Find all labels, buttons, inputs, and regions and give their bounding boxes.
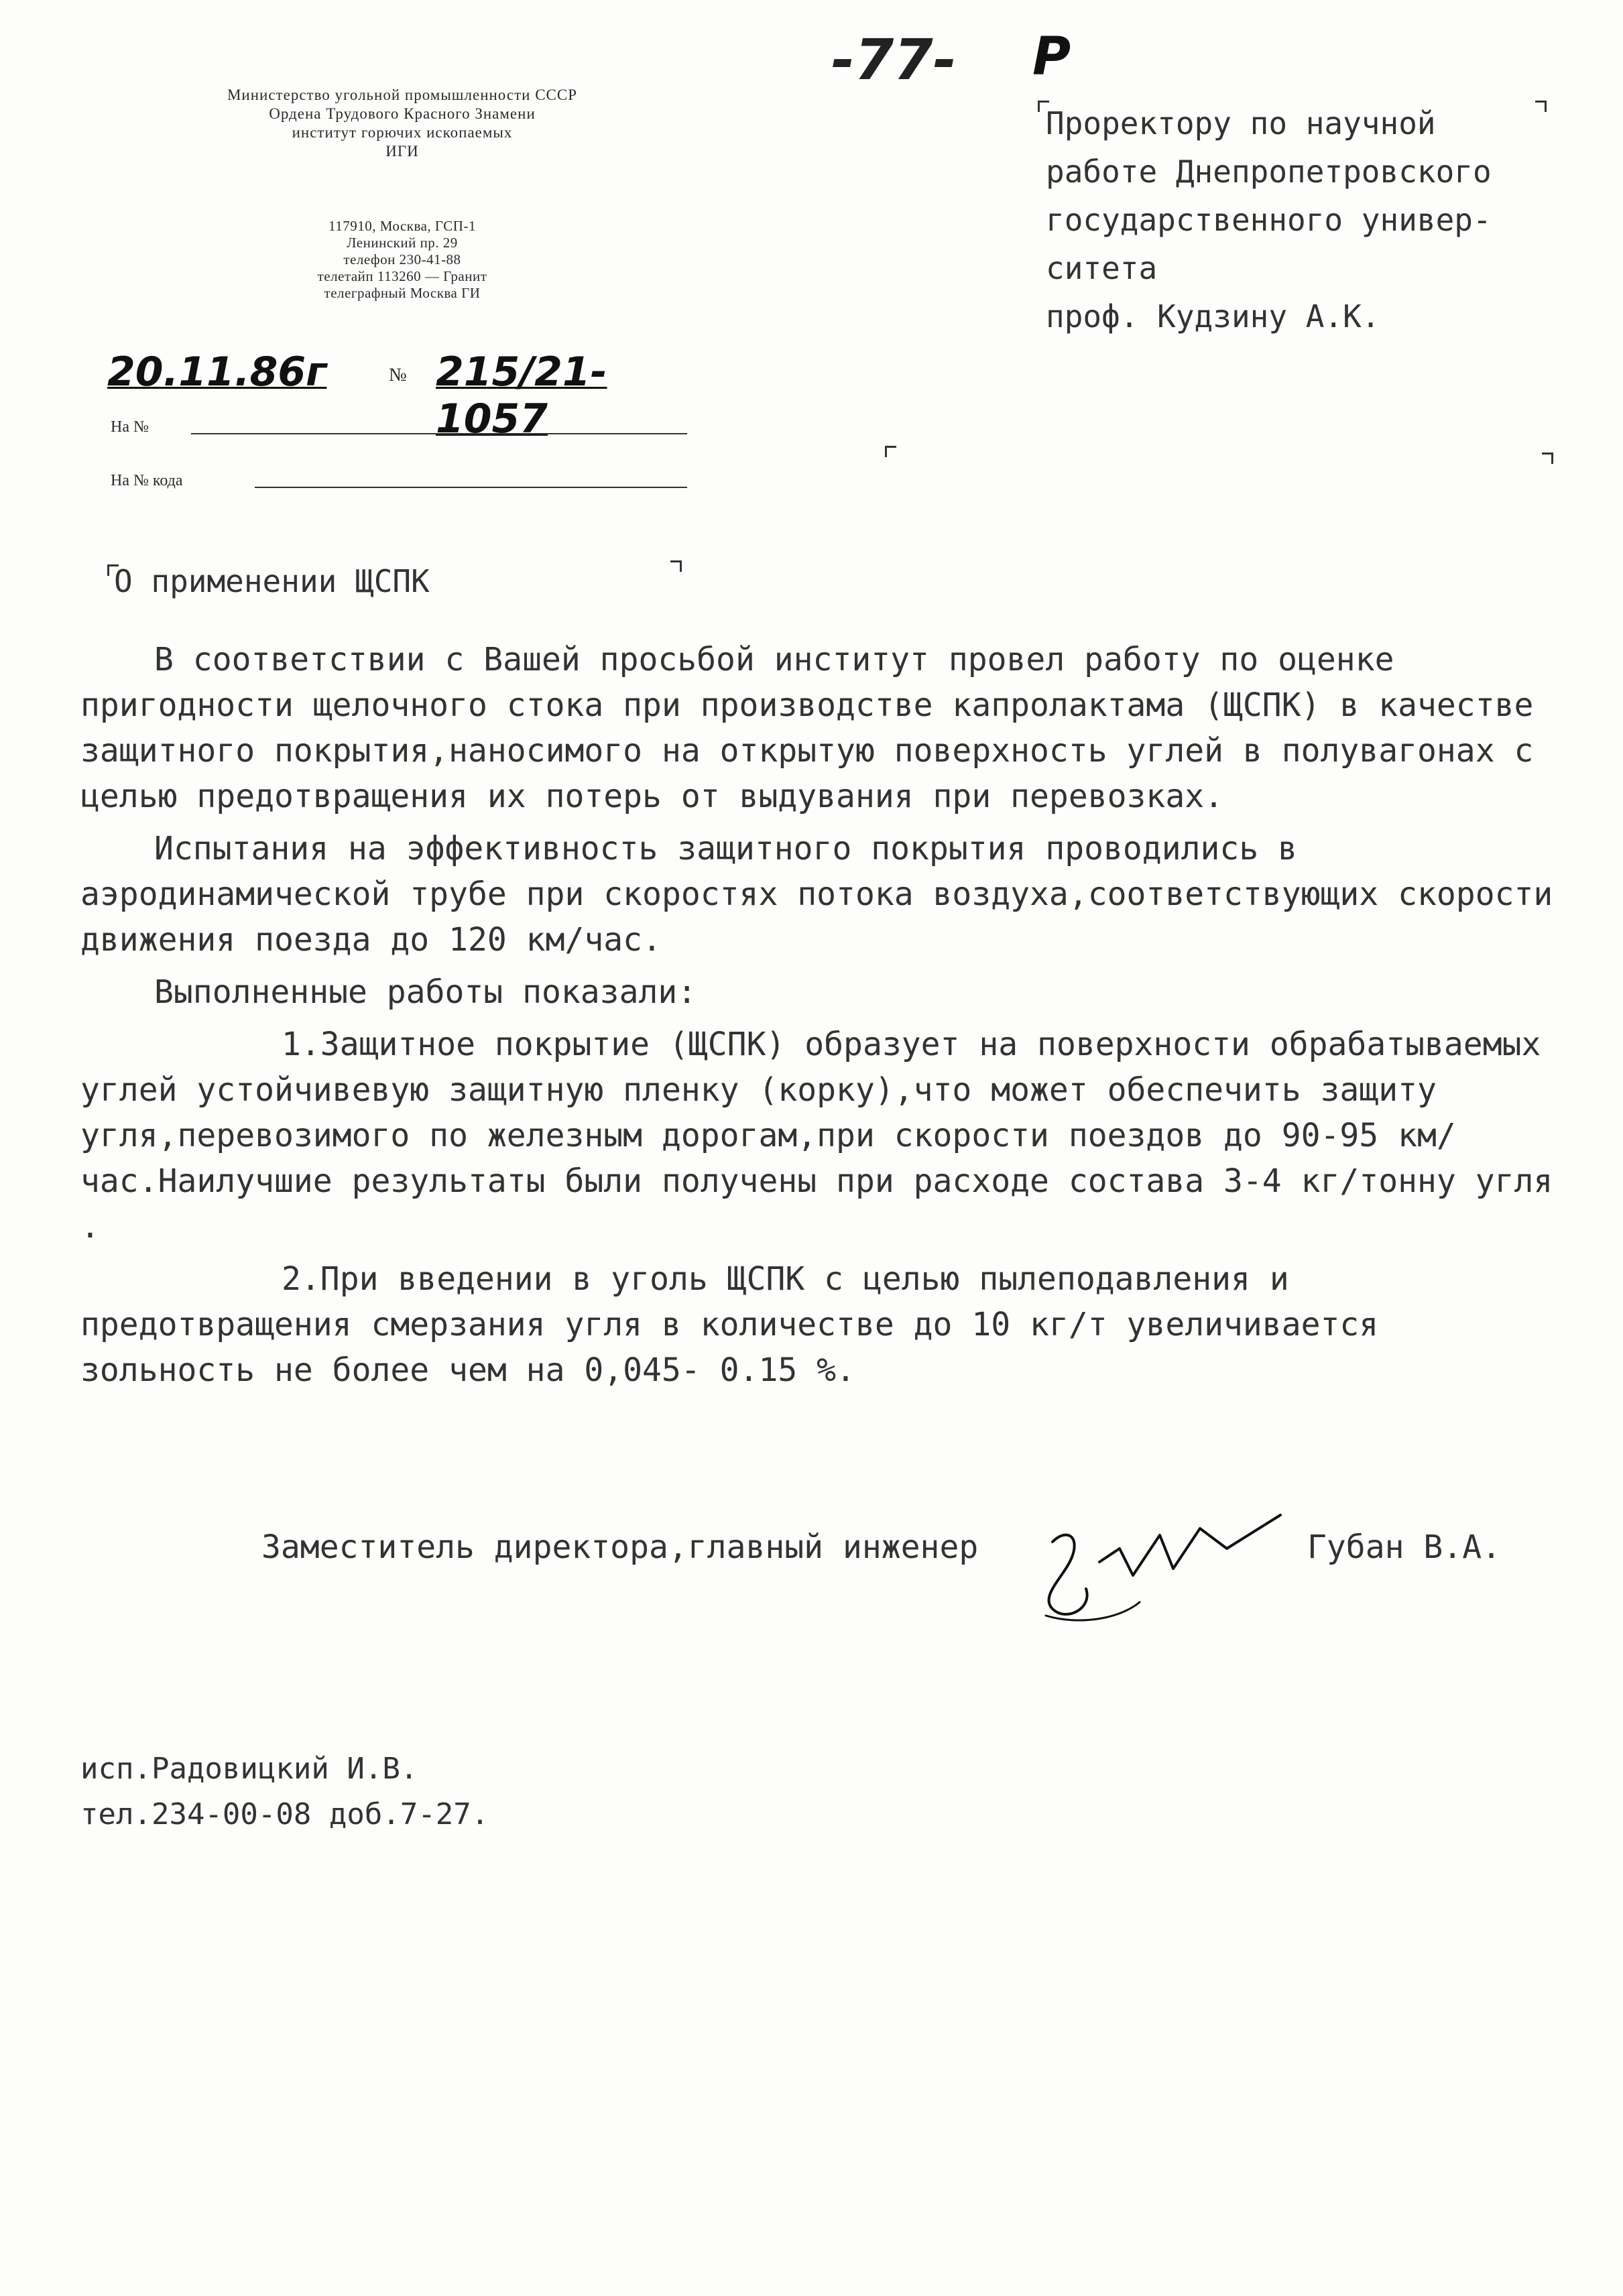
address-window-corner [1542, 452, 1553, 464]
page-number: -77- [831, 27, 957, 93]
letter-body [80, 637, 1569, 1400]
registration-number-label: № [389, 365, 407, 385]
addressee-block [1046, 99, 1596, 341]
addressee-line: Проректору по научной [1046, 105, 1436, 141]
addressee-line: ситета [1046, 250, 1158, 286]
address-window-corner [885, 446, 896, 457]
reference-field [111, 418, 149, 436]
body-paragraph: Выполненные работы показали: [154, 973, 697, 1011]
subject-line: О применении ЩСПК [114, 563, 430, 599]
reference-code-rule [255, 487, 687, 488]
signature-block [261, 1528, 1535, 1649]
letterhead-line-institute: институт горючих ископаемых [292, 124, 513, 141]
reference-code-label: На № кода [111, 472, 183, 489]
findings-item: 2.При введении в уголь ЩСПК с целью пылеподавления и предотвращения смерзания угля в количестве до 10 кг/т увеличивается зольность не более чем на 0,045- 0.15 %. [80, 1260, 1379, 1389]
addressee-line: государственного универ- [1046, 202, 1492, 238]
letterhead-address [201, 218, 603, 302]
address-line-phone: телефон 230-41-88 [343, 251, 461, 267]
reference-code-field [111, 472, 183, 490]
reference-field-label: На № [111, 418, 149, 436]
signatory-position: Заместитель директора,главный инженер [261, 1528, 979, 1566]
findings-item: 1.Защитное покрытие (ЩСПК) образует на поверхности обрабатываемых углей устойчивевую защитную пленку (корку),что может обеспечить защиту угля,перевозимого по железным дорогам,при скорости поездов до 90-95 км/час.Наилучшие результаты были получены при расходе состава 3-4 кг/тонну угля . [80, 1026, 1553, 1246]
executor-name: исп.Радовицкий И.В. [80, 1752, 418, 1786]
handwritten-mark: P [1032, 27, 1071, 87]
body-paragraph: Испытания на эффективность защитного покрытия проводились в аэродинамической трубе при скоростях потока воздуха,соответствующих скорости движения поезда до 120 км/час. [80, 830, 1553, 959]
executor-phone: тел.234-00-08 доб.7-27. [80, 1797, 489, 1831]
handwritten-signature-icon [1026, 1502, 1307, 1636]
letterhead-line-abbrev: ИГИ [385, 143, 419, 160]
executor-block [80, 1746, 489, 1837]
letterhead [114, 86, 690, 161]
letterhead-line-order: Ордена Трудового Красного Знамени [269, 105, 536, 122]
address-line-street: Ленинский пр. 29 [347, 235, 458, 251]
subject-corner-mark [670, 560, 682, 572]
addressee-line: проф. Кудзину А.К. [1046, 298, 1380, 335]
registration-number: 215/21-1057 [436, 349, 607, 442]
registration-date: 20.11.86г [107, 349, 327, 396]
address-line-teletype: телетайп 113260 — Гранит [317, 268, 487, 284]
address-line-postal: 117910, Москва, ГСП-1 [328, 218, 476, 234]
reference-field-rule [191, 433, 687, 434]
signatory-name: Губан В.А. [1307, 1528, 1501, 1566]
addressee-line: работе Днепропетровского [1046, 154, 1492, 190]
body-paragraph: В соответствии с Вашей просьбой институт провел работу по оценке пригодности щелочного стока при производстве капролактама (ЩСПК) в качестве защитного покрытия,наносимого на открытую поверхность углей в полувагонах с целью предотвращения их потерь от выдувания при перевозках. [80, 641, 1534, 815]
address-line-telegraph: телеграфный Москва ГИ [324, 285, 481, 301]
letterhead-line-ministry: Министерство угольной промышленности СССР [227, 86, 578, 103]
